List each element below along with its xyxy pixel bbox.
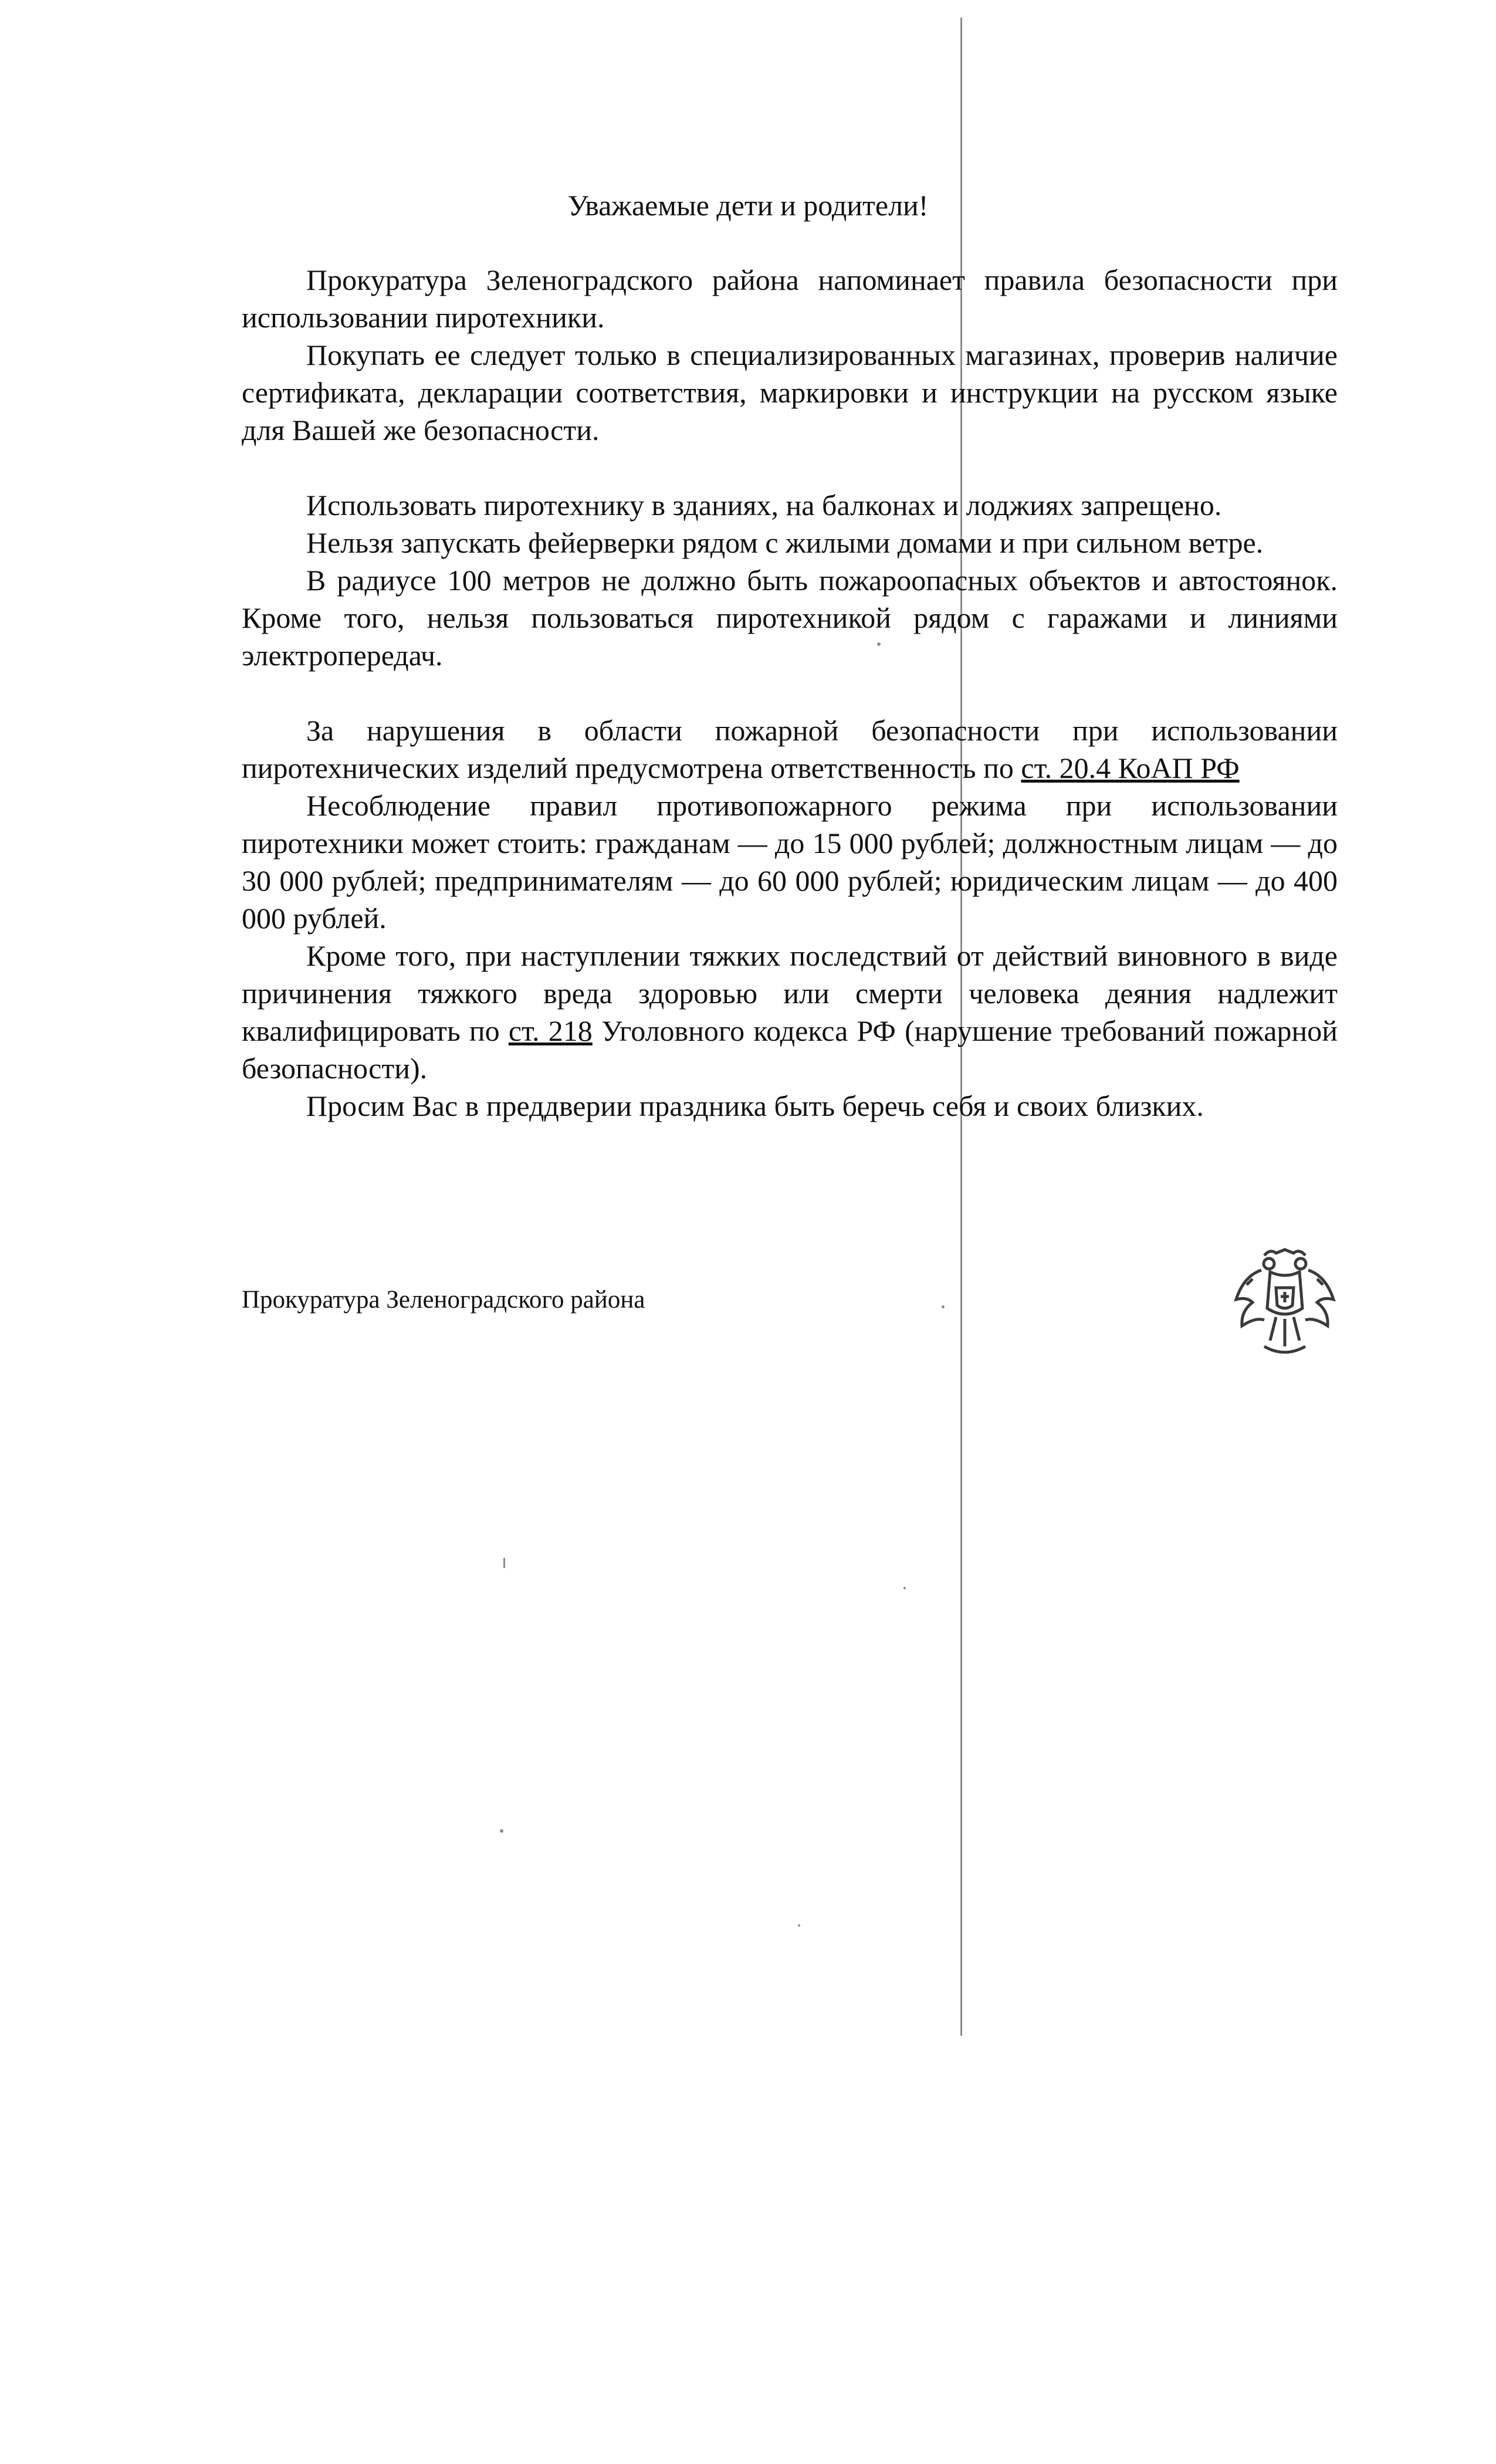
paragraph-purchase: Покупать ее следует только в специализированных магазинах, проверив наличие сертификата, декларации соответствия, маркировки и инструкции на русском языке для Вашей же безопасности.	[242, 339, 1338, 446]
scan-speck	[798, 1924, 800, 1927]
paragraph-radius-rule: В радиусе 100 метров не должно быть пожароопасных объектов и автостоянок. Кроме того, нельзя пользоваться пиротехникой рядом с гаражами и линиями электропередач.	[242, 564, 1338, 672]
scan-speck	[942, 1305, 945, 1308]
criminal-code-article-link[interactable]: ст. 218	[508, 1014, 593, 1047]
paragraph-intro: Прокуратура Зеленоградского района напоминает правила безопасности при использовании пиротехники.	[242, 263, 1338, 334]
koap-article-link[interactable]: ст. 20.4 КоАП РФ	[1021, 752, 1240, 784]
paragraph-usage-ban: Использовать пиротехнику в зданиях, на балконах и лоджиях запрещено.	[306, 489, 1222, 522]
paragraph-fines: Несоблюдение правил противопожарного режима при использовании пиротехники может стоить: гражданам — до 15 000 рублей; должностным лицам — до 30 000 рублей; предпринимателям — до 60 000 рублей; юридическим лицам — до 400 000 рублей.	[242, 789, 1338, 935]
criminal-text-before: Кроме того, при наступлении тяжких последствий от действий виновного в виде причинения тяжкого вреда здоровью или смерти человека деяния надлежит квалифицировать по	[242, 939, 1338, 1047]
paragraph-wind-rule: Нельзя запускать фейерверки рядом с жилыми домами и при сильном ветре.	[306, 526, 1264, 559]
paragraph-criminal	[242, 937, 1338, 1087]
scan-speck	[503, 1558, 505, 1568]
double-headed-eagle-icon	[1229, 1244, 1341, 1361]
paragraph-closing: Просим Вас в преддверии праздника быть беречь себя и своих близких.	[306, 1089, 1204, 1122]
scan-speck	[903, 1587, 906, 1589]
paragraph-liability	[242, 712, 1338, 787]
letter-heading: Уважаемые дети и родители!	[567, 189, 929, 222]
criminal-text-after: Уголовного кодекса РФ (нарушение требований пожарной безопасности).	[242, 1014, 1338, 1085]
signature-line: Прокуратура Зеленоградского района	[242, 1286, 645, 1314]
scan-speck	[500, 1829, 503, 1833]
liability-text: За нарушения в области пожарной безопасности при использовании пиротехнических изделий предусмотрена ответственность по	[242, 714, 1338, 784]
letter-body	[242, 261, 1338, 1125]
